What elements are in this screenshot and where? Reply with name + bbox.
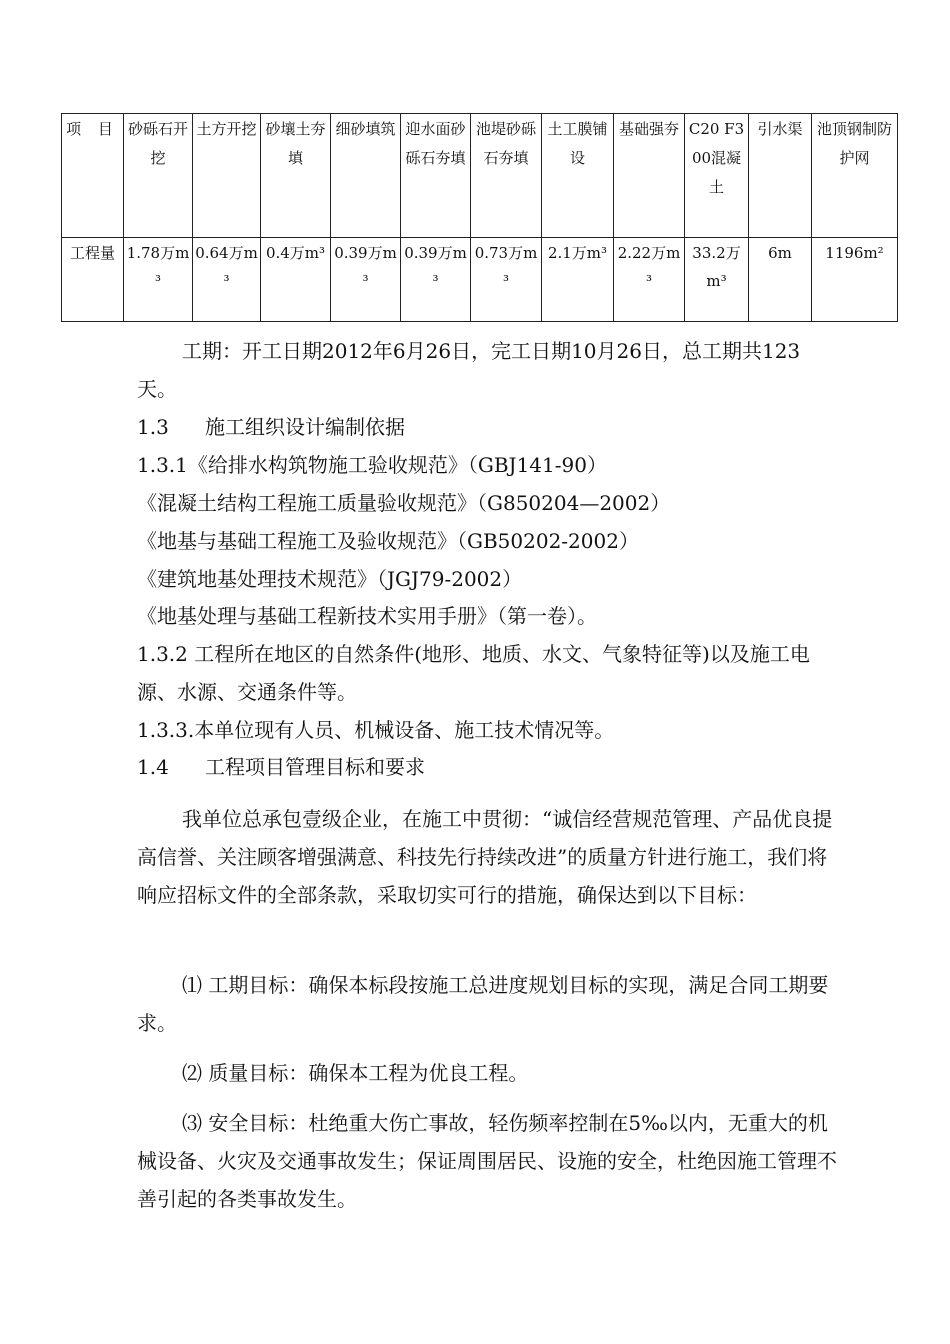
header-cell: 池堤砂砾石夯填 <box>471 114 542 238</box>
quantity-cell: 0.39万m³ <box>401 238 471 322</box>
section-number: 1.3 <box>137 415 169 439</box>
table-quantity-row <box>62 238 898 322</box>
quantity-cell: 2.1万m³ <box>542 238 614 322</box>
reference-line: 《建筑地基处理技术规范》（JGJ79-2002） <box>137 567 523 591</box>
goal-safety: ⑶ 安全目标：杜绝重大伤亡事故，轻伤频率控制在5‰以内，无重大的机械设备、火灾及交通事故发生；保证周围居民、设施的安全，杜绝因施工管理不善引起的各类事故发生。 <box>137 1111 837 1211</box>
quantity-cell: 0.64万m³ <box>193 238 261 322</box>
quantity-cell: 33.2万m³ <box>685 238 749 322</box>
header-cell: 池顶钢制防护网 <box>812 114 898 238</box>
reference-line: 《混凝土结构工程施工质量验收规范》（G850204—2002） <box>137 491 671 515</box>
goal-schedule: ⑴ 工期目标：确保本标段按施工总进度规划目标的实现，满足合同工期要求。 <box>137 973 829 1035</box>
reference-line: 《地基与基础工程施工及验收规范》（GB50202-2002） <box>137 529 639 553</box>
quantity-label-cell: 工程量 <box>62 238 124 322</box>
goal-quality: ⑵ 质量目标：确保本工程为优良工程。 <box>182 1061 529 1085</box>
section-heading-1-4 <box>137 748 837 786</box>
quantity-cell: 0.39万m³ <box>331 238 401 322</box>
quantity-cell: 0.4万m³ <box>261 238 331 322</box>
header-cell: 砂壤土夯填 <box>261 114 331 238</box>
header-cell: 砂砾石开挖 <box>124 114 193 238</box>
header-cell: 土方开挖 <box>193 114 261 238</box>
quantity-cell: 1.78万m³ <box>124 238 193 322</box>
intro-paragraph: 我单位总承包壹级企业，在施工中贯彻：“诚信经营规范管理、产品优良提高信誉、关注顾客增强满意、科技先行持续改进”的质量方针进行施工，我们将响应招标文件的全部条款，采取切实可行的措施，确保达到以下目标： <box>137 807 833 907</box>
section-title: 工程项目管理目标和要求 <box>205 755 425 779</box>
item-1-3-3: 1.3.3.本单位现有人员、机械设备、施工技术情况等。 <box>137 718 615 742</box>
reference-line: 1.3.1《给排水构筑物施工验收规范》（GBJ141-90） <box>137 453 607 477</box>
section-number: 1.4 <box>137 755 169 779</box>
quantity-cell: 1196m² <box>812 238 898 322</box>
header-cell: C20 F300混凝土 <box>685 114 749 238</box>
section-heading-1-3 <box>137 408 837 446</box>
quantity-cell: 6m <box>749 238 812 322</box>
header-cell: 细砂填筑 <box>331 114 401 238</box>
header-cell-item: 项 目 <box>62 114 124 238</box>
header-cell: 迎水面砂砾石夯填 <box>401 114 471 238</box>
schedule-paragraph: 工期：开工日期2012年6月26日，完工日期10月26日，总工期共123天。 <box>137 339 801 401</box>
quantity-cell: 2.22万m³ <box>614 238 685 322</box>
header-cell: 基础强夯 <box>614 114 685 238</box>
item-1-3-2: 1.3.2 工程所在地区的自然条件(地形、地质、水文、气象特征等)以及施工电源、水源、交通条件等。 <box>137 642 810 704</box>
quantity-table <box>61 113 898 322</box>
reference-line: 《地基处理与基础工程新技术实用手册》（第一卷）。 <box>137 604 597 628</box>
table-header-row <box>62 114 898 238</box>
header-cell: 土工膜铺设 <box>542 114 614 238</box>
quantity-cell: 0.73万m³ <box>471 238 542 322</box>
header-cell: 引水渠 <box>749 114 812 238</box>
section-title: 施工组织设计编制依据 <box>205 415 405 439</box>
